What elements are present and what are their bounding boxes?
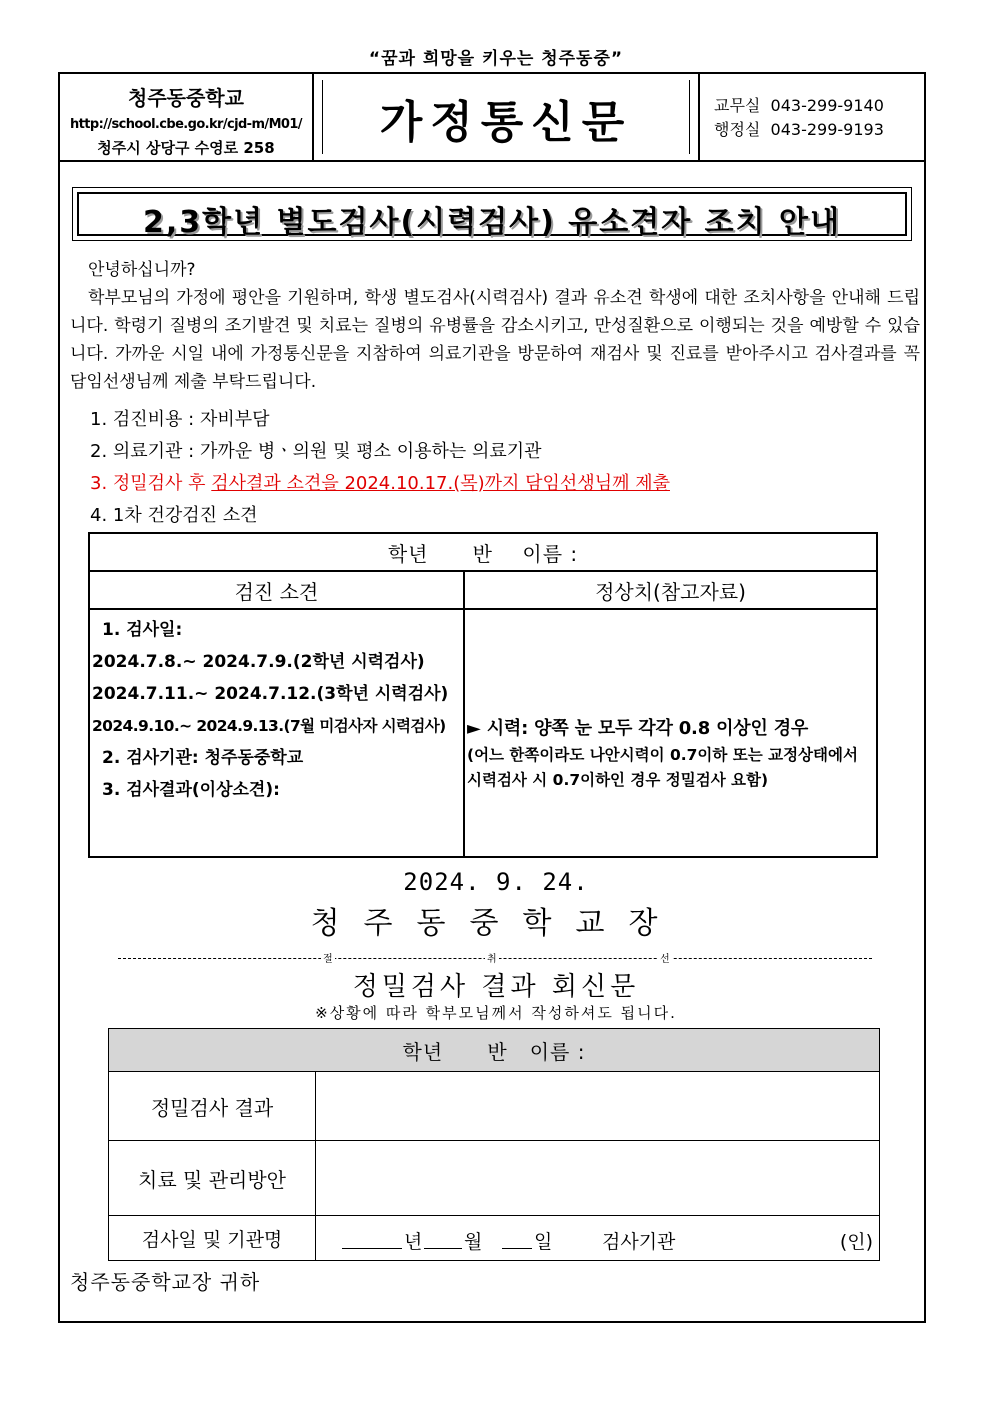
- greeting: 안녕하십니까?: [88, 260, 196, 280]
- item-first-exam: 4. 1차 건강검진 소견: [90, 505, 258, 526]
- reply-form-table: [108, 1028, 880, 1261]
- normal-cell: [464, 609, 877, 857]
- contact-phones: [710, 74, 924, 160]
- seal-mark: (인): [839, 1231, 873, 1253]
- exam-findings-table: [88, 532, 878, 858]
- issue-date: 2024. 9. 24.: [403, 868, 589, 896]
- reply-title: 정밀검사 결과 회신문: [352, 972, 640, 1002]
- day-label: 일: [534, 1231, 553, 1253]
- slogan: “꿈과 희망을 키우는 청주동중”: [368, 49, 624, 69]
- school-url[interactable]: http://school.cbe.go.kr/cjd-m/M01/: [70, 117, 302, 132]
- info-list: [90, 404, 670, 532]
- exam-result: 3. 검사결과(이상소견):: [102, 780, 280, 800]
- phone-academic-label: 교무실: [714, 96, 761, 115]
- column-findings: 검진 소견: [89, 571, 464, 609]
- student-name-row: 학년 반 이름 :: [89, 533, 877, 571]
- reply-note: ※상황에 따라 학부모님께서 작성하셔도 됩니다.: [315, 1004, 677, 1022]
- normal-note: (어느 한쪽이라도 나안시력이 0.7이하 또는 교정상태에서 시력검사 시 0.7이하인 경우 정밀검사 요함): [467, 745, 858, 789]
- detailed-result-field[interactable]: [316, 1072, 880, 1141]
- exam-date-2: 2024.7.11.~ 2024.7.12.(3학년 시력검사): [92, 684, 449, 704]
- item-cost: 1. 검진비용 : 자비부담: [90, 409, 270, 430]
- intro-body: 학부모님의 가정에 평안을 기원하며, 학생 별도검사(시력검사) 결과 유소견 학생에 대한 조치사항을 안내해 드립니다. 학령기 질병의 조기발견 및 치료는 질병의 유병률을 감소시키고, 만성질환으로 이행되는 것을 예방할 수 있습니다. 가까운 시일 내에 가정통신문을 지참하여 의료기관을 방문하여 재검사 및 진료를 받아주시고 검사결과를 꼭 담임선생님께 제출 부탁드립니다.: [70, 288, 920, 392]
- phone-academic: [710, 94, 924, 118]
- findings-cell: [89, 609, 464, 857]
- notice-title: 2,3학년 별도검사(시력검사) 유소견자 조치 안내: [143, 205, 841, 240]
- treatment-plan-field[interactable]: [316, 1141, 880, 1216]
- letterhead: [60, 74, 924, 162]
- item-deadline-prefix: 3. 정밀검사 후: [90, 473, 212, 494]
- exam-date-institution-label: 검사일 및 기관명: [109, 1216, 316, 1261]
- phone-admin-number: 043-299-9193: [770, 120, 884, 139]
- year-blank[interactable]: [342, 1224, 402, 1249]
- detailed-result-label: 정밀검사 결과: [109, 1072, 316, 1141]
- notice-title-inner: [77, 192, 907, 240]
- cut-line-char-2: 취: [485, 950, 499, 965]
- intro-text: [70, 256, 920, 396]
- principal-name: 청주동중학교장: [310, 906, 682, 941]
- phone-admin: [710, 118, 924, 142]
- institution-label: 검사기관: [602, 1231, 676, 1253]
- normal-value: ► 시력: 양쪽 눈 모두 각각 0.8 이상인 경우: [467, 717, 809, 739]
- notice-title-box: [72, 187, 912, 241]
- phone-academic-number: 043-299-9140: [770, 96, 884, 115]
- phone-admin-label: 행정실: [714, 120, 761, 139]
- cut-line-char-1: 절: [321, 950, 335, 965]
- newsletter-title: 가정통신문: [379, 97, 633, 148]
- item-deadline: [90, 468, 670, 500]
- school-info: [60, 74, 312, 160]
- item-institution: 2. 의료기관 : 가까운 병ㆍ의원 및 평소 이용하는 의료기관: [90, 441, 542, 462]
- exam-date-1: 2024.7.8.~ 2024.7.9.(2학년 시력검사): [92, 652, 425, 672]
- year-label: 년: [404, 1231, 423, 1253]
- school-address: 청주시 상당구 수영로 258: [97, 139, 275, 157]
- treatment-plan-label: 치료 및 관리방안: [109, 1141, 316, 1216]
- school-name: 청주동중학교: [128, 86, 244, 110]
- exam-date-institution-field[interactable]: [316, 1216, 880, 1261]
- newsletter-title-cell: [312, 74, 700, 160]
- item-deadline-underlined: 검사결과 소견을 2024.10.17.(목)까지 담임선생님께 제출: [211, 473, 670, 494]
- cut-line-char-3: 선: [658, 950, 672, 965]
- exam-date-3: 2024.9.10.~ 2024.9.13.(7월 미검사자 시력검사): [92, 717, 446, 735]
- day-blank[interactable]: [502, 1224, 532, 1249]
- column-normal: 정상치(참고자료): [464, 571, 877, 609]
- month-blank[interactable]: [424, 1224, 462, 1249]
- exam-date-label: 1. 검사일:: [102, 620, 183, 640]
- addressee: 청주동중학교장 귀하: [70, 1270, 261, 1294]
- month-label: 월: [464, 1231, 483, 1253]
- reply-name-row: 학년 반 이름 :: [109, 1029, 880, 1072]
- exam-institution: 2. 검사기관: 청주동중학교: [102, 748, 304, 768]
